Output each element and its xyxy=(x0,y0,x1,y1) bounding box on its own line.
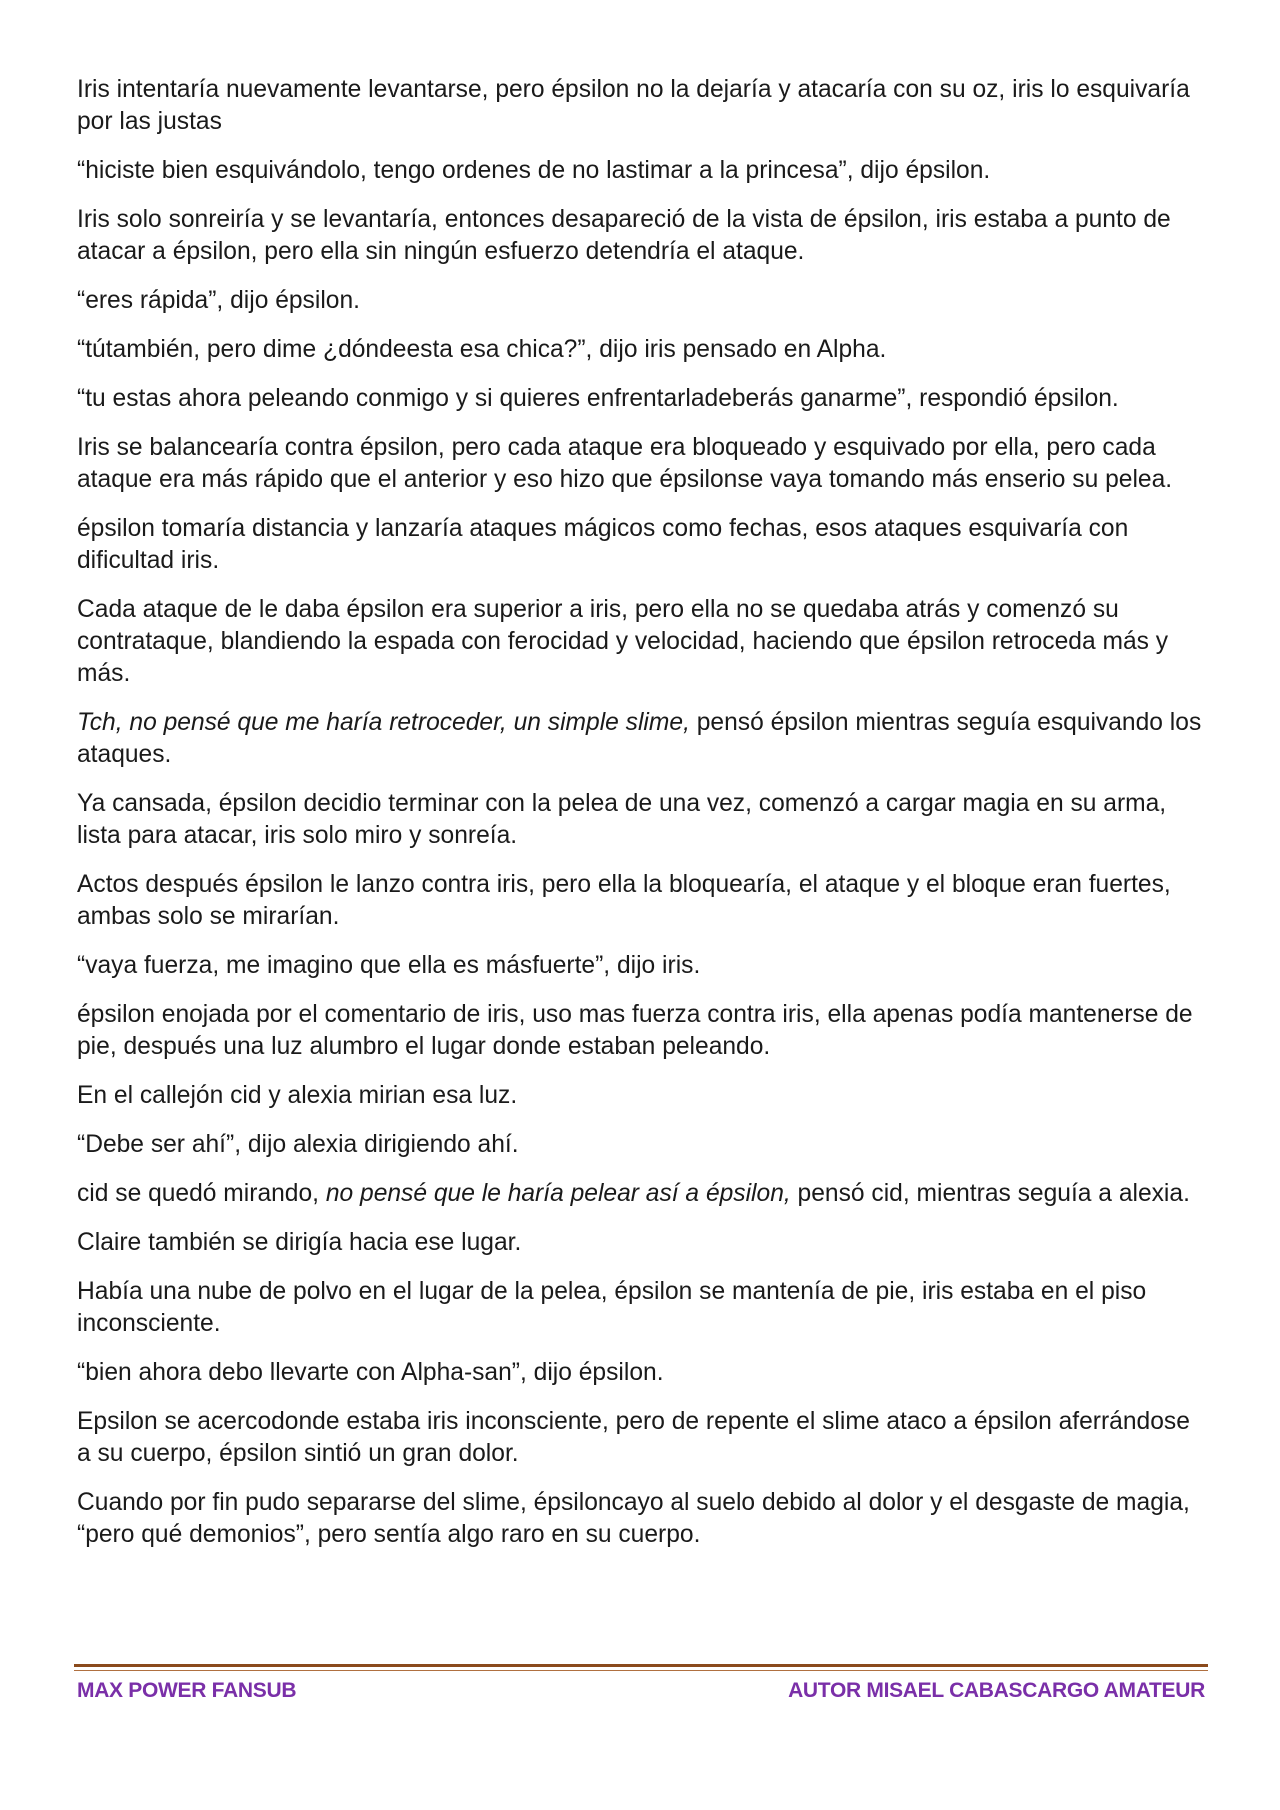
italic-thought: no pensé que le haría pelear así a épsilon, xyxy=(325,1180,791,1207)
paragraph xyxy=(77,869,1207,933)
paragraph xyxy=(77,1406,1207,1470)
text-run: “eres rápida”, dijo épsilon. xyxy=(77,287,360,314)
paragraph xyxy=(77,513,1207,577)
paragraph xyxy=(77,999,1207,1063)
text-run: Epsilon se acercodonde estaba iris inconsciente, pero de repente el slime ataco a épsilon aferrándose a su cuerpo, épsilon sintió un gran dolor. xyxy=(77,1408,1190,1467)
text-run: “Debe ser ahí”, dijo alexia dirigiendo ahí. xyxy=(77,1131,519,1158)
text-run: Ya cansada, épsilon decidio terminar con la pelea de una vez, comenzó a cargar magia en su arma, lista para atacar, iris solo miro y sonreía. xyxy=(77,790,1167,849)
text-run: “tútambién, pero dime ¿dóndeesta esa chica?”, dijo iris pensado en Alpha. xyxy=(77,336,887,363)
paragraph xyxy=(77,950,1207,982)
text-run: En el callejón cid y alexia mirian esa luz. xyxy=(77,1082,518,1109)
paragraph xyxy=(77,1178,1207,1210)
paragraph xyxy=(77,594,1207,690)
footer-left-credit: MAX POWER FANSUB xyxy=(77,1679,297,1702)
paragraph xyxy=(77,432,1207,496)
text-run: cid se quedó mirando, xyxy=(77,1180,326,1207)
text-run: “hiciste bien esquivándolo, tengo ordenes de no lastimar a la princesa”, dijo épsilon. xyxy=(77,157,991,184)
text-run: pensó cid, mientras seguía a alexia. xyxy=(790,1180,1190,1207)
text-run: Actos después épsilon le lanzo contra iris, pero ella la bloquearía, el ataque y el bloque eran fuertes, ambas solo se mirarían. xyxy=(77,871,1171,930)
paragraph xyxy=(77,383,1207,415)
text-run: “vaya fuerza, me imagino que ella es másfuerte”, dijo iris. xyxy=(77,952,701,979)
text-run: Iris se balancearía contra épsilon, pero cada ataque era bloqueado y esquivado por ella, pero cada ataque era más rápido que el anterior y eso hizo que épsilonse vaya tomando más enserio su pelea. xyxy=(77,434,1173,493)
text-run: “bien ahora debo llevarte con Alpha-san”, dijo épsilon. xyxy=(77,1359,664,1386)
text-run: épsilon tomaría distancia y lanzaría ataques mágicos como fechas, esos ataques esquivaría con dificultad iris. xyxy=(77,515,1129,574)
text-run: Iris intentaría nuevamente levantarse, pero épsilon no la dejaría y atacaría con su oz, iris lo esquivaría por las justas xyxy=(77,76,1190,135)
text-run: Había una nube de polvo en el lugar de la pelea, épsilon se mantenía de pie, iris estaba en el piso inconsciente. xyxy=(77,1278,1147,1337)
paragraph xyxy=(77,707,1207,771)
paragraph xyxy=(77,204,1207,268)
paragraph xyxy=(77,1129,1207,1161)
text-run: “tu estas ahora peleando conmigo y si quieres enfrentarladeberás ganarme”, respondió épsilon. xyxy=(77,385,1119,412)
paragraph xyxy=(77,334,1207,366)
body-text xyxy=(77,74,1207,1568)
italic-thought: Tch, no pensé que me haría retroceder, un simple slime, xyxy=(77,709,690,736)
text-run: Claire también se dirigía hacia ese lugar. xyxy=(77,1229,522,1256)
paragraph xyxy=(77,788,1207,852)
paragraph xyxy=(77,1227,1207,1259)
text-run: épsilon enojada por el comentario de iris, uso mas fuerza contra iris, ella apenas podía mantenerse de pie, después una luz alumbro el lugar donde estaban peleando. xyxy=(77,1001,1193,1060)
paragraph xyxy=(77,1276,1207,1340)
text-run: Iris solo sonreiría y se levantaría, entonces desapareció de la vista de épsilon, iris estaba a punto de atacar a épsilon, pero ella sin ningún esfuerzo detendría el ataque. xyxy=(77,206,1171,265)
footer-rule-thin xyxy=(74,1670,1208,1671)
text-run: Cada ataque de le daba épsilon era superior a iris, pero ella no se quedaba atrás y comenzó su contrataque, blandiendo la espada con ferocidad y velocidad, haciendo que épsilon retroceda más y más. xyxy=(77,596,1169,687)
paragraph xyxy=(77,1357,1207,1389)
paragraph xyxy=(77,74,1207,138)
footer-right-author: AUTOR MISAEL CABASCARGO AMATEUR xyxy=(788,1679,1205,1702)
paragraph xyxy=(77,285,1207,317)
footer-rule xyxy=(74,1664,1208,1667)
paragraph xyxy=(77,1080,1207,1112)
text-run: Cuando por fin pudo separarse del slime, épsiloncayo al suelo debido al dolor y el desgaste de magia, “pero qué demonios”, pero sentía algo raro en su cuerpo. xyxy=(77,1489,1190,1548)
text-run: pensó épsilon mientras seguía esquivando los ataques. xyxy=(77,709,1202,768)
paragraph xyxy=(77,155,1207,187)
paragraph xyxy=(77,1487,1207,1551)
